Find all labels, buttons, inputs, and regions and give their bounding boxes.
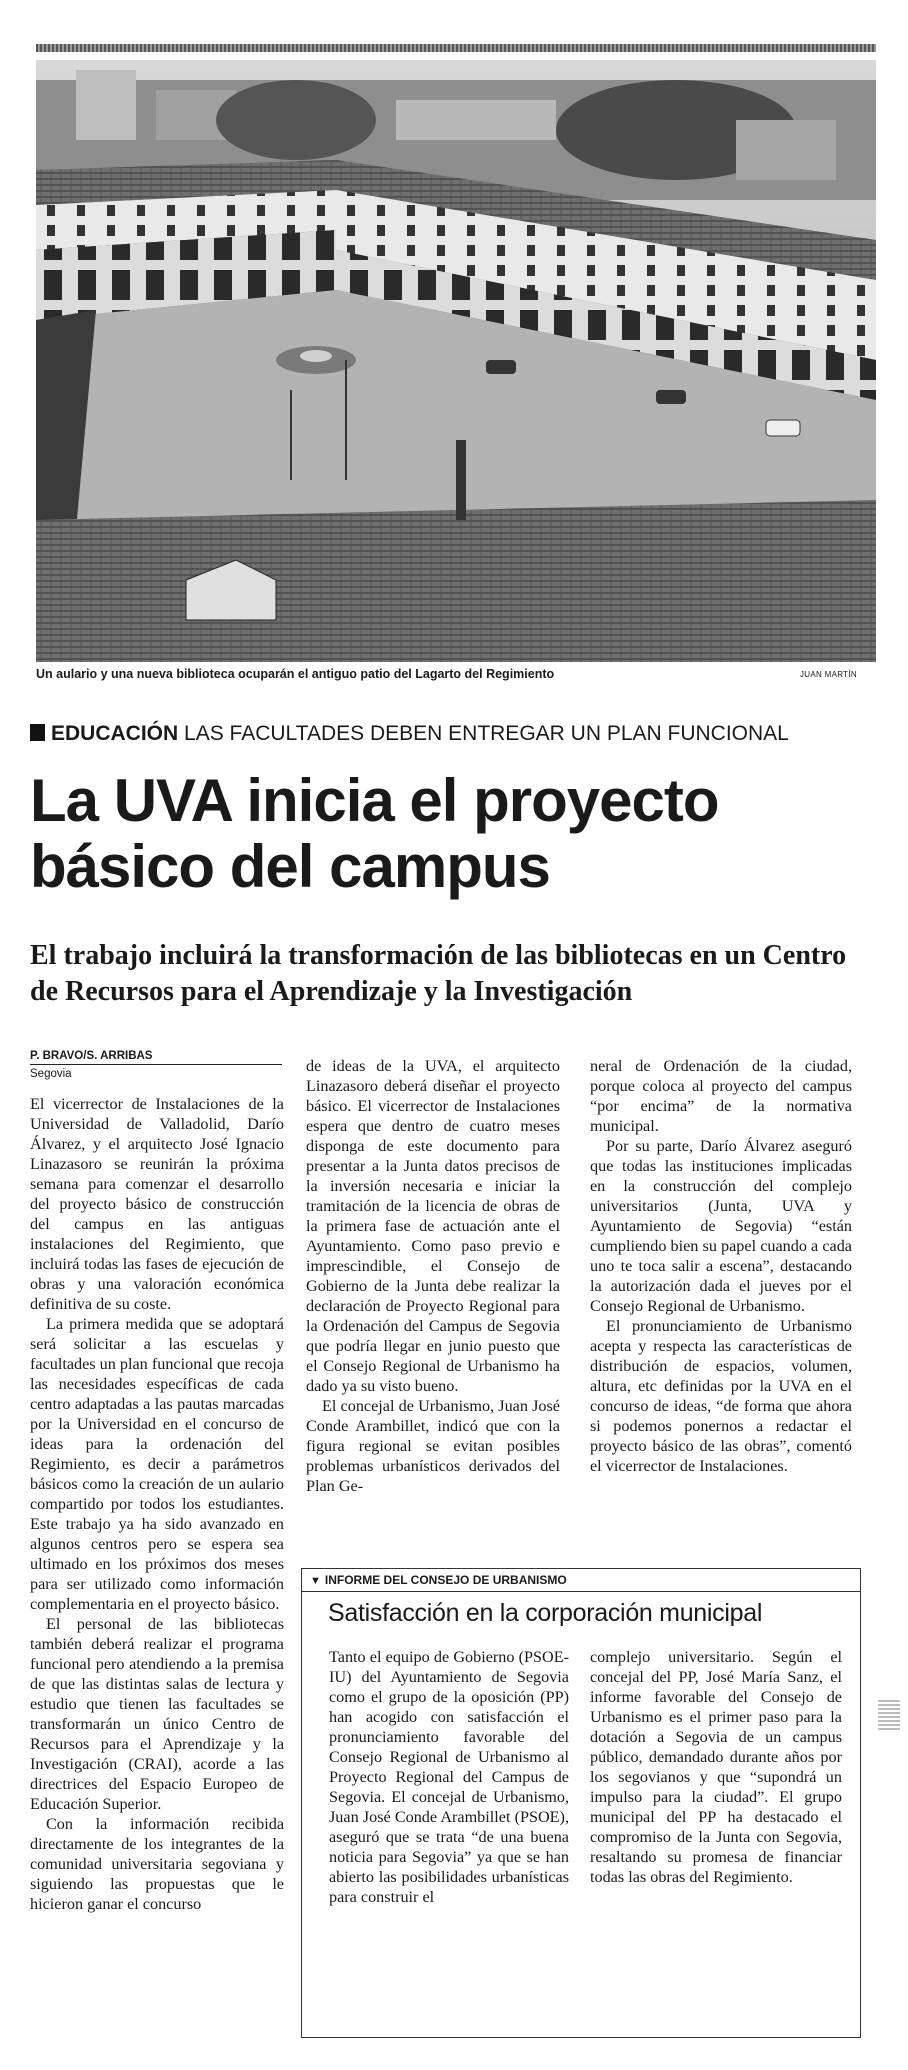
deck: El trabajo incluirá la transformación de las bibliotecas en un Centro de Recursos para el Aprendizaje y la Investigación xyxy=(30,940,847,1007)
sidebar-rule xyxy=(302,1591,860,1592)
sidebar-box xyxy=(301,1568,861,2038)
dateline-place: Segovia xyxy=(30,1068,72,1080)
margin-dots xyxy=(878,1700,900,1730)
section-square-icon xyxy=(30,724,45,741)
paragraph: Con la información recibida directamente de los integrantes de la comunidad universitaria segoviana y siguiendo las propuestas que le hicieron ganar el concurso xyxy=(30,1815,284,1913)
section-header xyxy=(30,722,789,746)
paragraph: El personal de las bibliotecas también deberá realizar el programa funcional pero atendiendo a la premisa de que las distintas salas de lectura y estudio que tienen las facultades se transformarán un único Centro de Recursos para el Aprendizaje y la Investigación (CRAI), acorde a las directrices del Espacio Europeo de Educación Superior. xyxy=(30,1615,284,1813)
article-column-2 xyxy=(306,1056,560,1496)
sidebar-column-1 xyxy=(329,1647,569,1907)
headline: La UVA inicia el proyecto básico del campus xyxy=(30,767,719,900)
paragraph: La primera medida que se adoptará será solicitar a las escuelas y facultades un plan funcional que recoja las necesidades específicas de cada centro adaptadas a las pautas marcadas por la Universidad en el concurso de ideas para la ordenación del Regimiento, es decir a parámetros básicos como la creación de un aulario compartido por todos los estudiantes. Este trabajo ya ha sido avanzado en algunos centros pero se espera sea ultimado en los próximos dos meses para ser utilizado como información complementaria en el proyecto básico. xyxy=(30,1315,284,1613)
sidebar-title: Satisfacción en la corporación municipal xyxy=(328,1599,763,1627)
sidebar-label-text: INFORME DEL CONSEJO DE URBANISMO xyxy=(324,1573,567,1587)
byline: P. BRAVO/S. ARRIBAS xyxy=(30,1050,282,1065)
paragraph: Por su parte, Darío Álvarez aseguró que todas las instituciones implicadas en la construcción del complejo universitarios (Junta, UVA y Ayuntamiento de Segovia) “están cumpliendo bien su papel cuando a cada uno te toca salir a escena”, destacando la autorización dada el jueves por el Consejo Regional de Urbanismo. xyxy=(590,1137,852,1315)
photo-credit: JUAN MARTÍN xyxy=(800,670,857,679)
section-label: EDUCACIÓN xyxy=(51,722,179,745)
paragraph: complejo universitario. Según el concejal del PP, José María Sanz, el informe favorable del Consejo de Urbanismo es el primer paso para la dotación a Segovia de un campus público, demandado durante años por los segovianos y que “supondrá un impulso para la ciudad”. El grupo municipal del PP ha destacado el compromiso de la Junta con Segovia, resaltando su promesa de financiar todas las obras del Regimiento. xyxy=(590,1648,842,1886)
paragraph: de ideas de la UVA, el arquitecto Linazasoro deberá diseñar el proyecto básico. El vicerrector de Instalaciones espera que dentro de cuatro meses disponga de este documento para presentar a la Junta datos precisos de la inversión necesaria e iniciar la tramitación de la licencia de obras de la primera fase de actuación ante el Ayuntamiento. Como paso previo e imprescindible, el Consejo de Gobierno de la Junta debe realizar la declaración de Proyecto Regional para la Ordenación del Campus de Segovia que podría llegar en junio puesto que el Consejo Regional de Urbanismo ha dado ya su visto bueno. xyxy=(306,1057,560,1395)
news-photo xyxy=(36,60,876,662)
sidebar-label xyxy=(310,1573,567,1587)
paragraph: Tanto el equipo de Gobierno (PSOE-IU) del Ayuntamiento de Segovia como el grupo de la oposición (PP) han acogido con satisfacción el pronunciamiento favorable del Consejo Regional de Urbanismo al Proyecto Regional del Campus de Segovia. El concejal de Urbanismo, Juan José Conde Arambillet (PSOE), aseguró que se trata “de una buena noticia para Segovia” ya que se han abierto las posibilidades urbanísticas para construir el xyxy=(329,1648,569,1906)
paragraph: El vicerrector de Instalaciones de la Universidad de Valladolid, Darío Álvarez, y el arquitecto José Ignacio Linazasoro se reunirán la próxima semana para comenzar el desarrollo del proyecto básico de construcción del campus en las antiguas instalaciones del Regimiento, que incluirá todas las fases de ejecución de obras y una valoración económica definitiva de su coste. xyxy=(30,1095,284,1313)
courtyard-photo-illustration xyxy=(36,60,876,662)
photo-caption: Un aulario y una nueva biblioteca ocuparán el antiguo patio del Lagarto del Regimiento xyxy=(36,667,555,681)
paragraph: neral de Ordenación de la ciudad, porque coloca al proyecto del campus “por encima” de la normativa municipal. xyxy=(590,1057,852,1135)
section-subtitle: LAS FACULTADES DEBEN ENTREGAR UN PLAN FUNCIONAL xyxy=(184,722,789,745)
triangle-down-icon: ▼ xyxy=(310,1575,321,1587)
article-column-3 xyxy=(590,1056,852,1476)
paragraph: El concejal de Urbanismo, Juan José Conde Arambillet, indicó que con la figura regional se evitan posibles problemas urbanísticos derivados del Plan Ge- xyxy=(306,1397,560,1495)
sidebar-column-2 xyxy=(590,1647,842,1887)
top-rule xyxy=(36,44,876,52)
article-column-1 xyxy=(30,1094,284,1914)
paragraph: El pronunciamiento de Urbanismo acepta y respecta las características de distribución de espacios, volumen, altura, etc definidas por la UVA en el concurso de ideas, “de forma que ahora si podemos ponernos a redactar el proyecto básico de las obras”, comentó el vicerrector de Instalaciones. xyxy=(590,1317,852,1475)
